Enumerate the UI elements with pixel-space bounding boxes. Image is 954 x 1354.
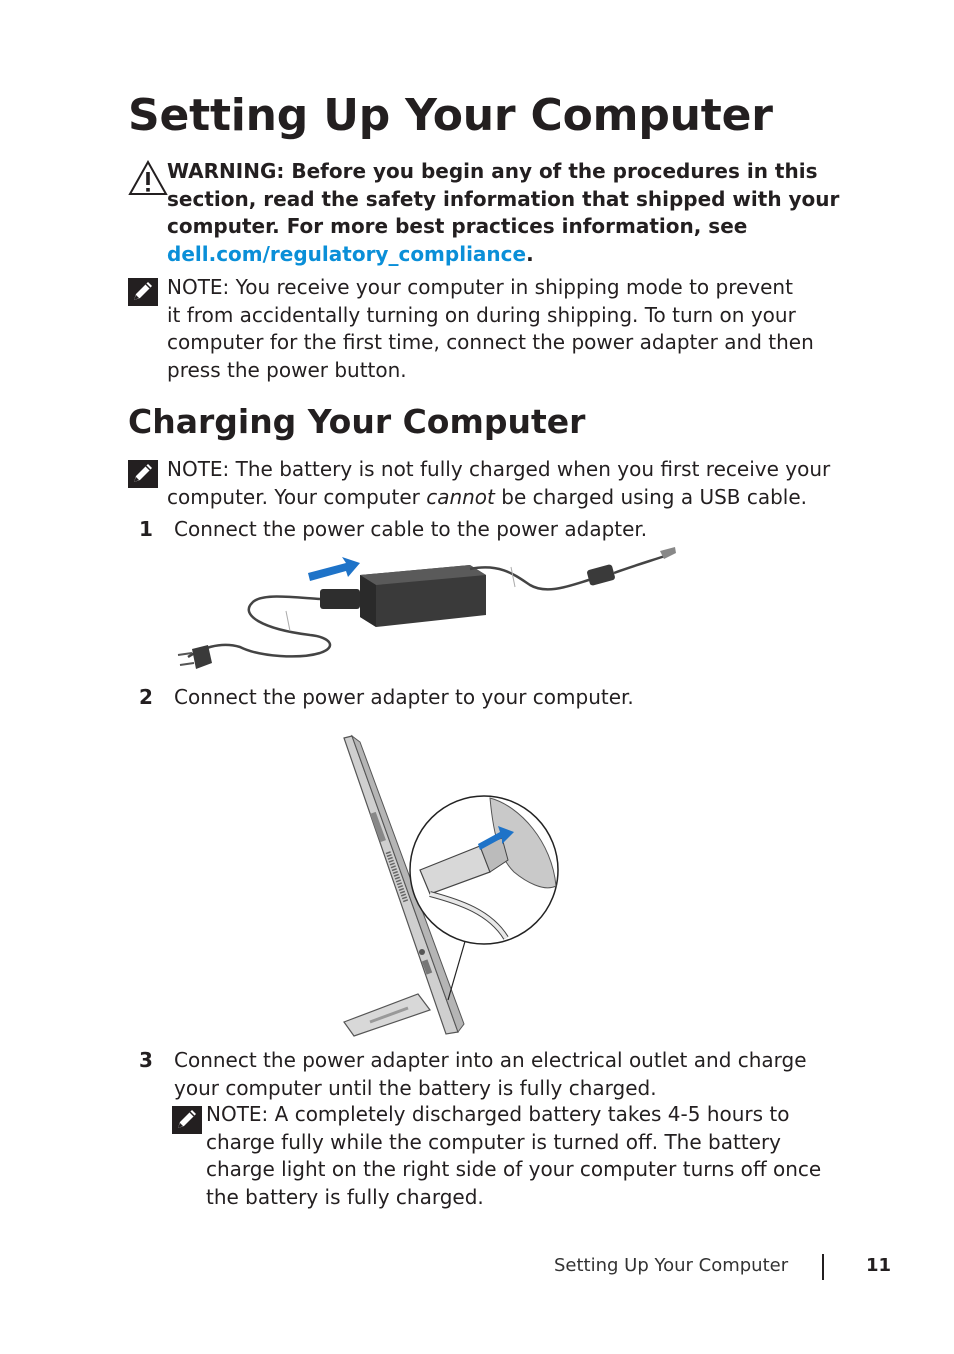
- note-charge-time: NOTE: A completely discharged battery takes 4-5 hours to charge fully while the computer is turned off. The battery charge light on the right side of your computer turns off once the battery is fully charged.: [206, 1102, 822, 1209]
- footer-divider: [822, 1254, 824, 1280]
- step-number: 1: [139, 517, 153, 541]
- step-number: 2: [139, 685, 153, 709]
- page-number: 11: [866, 1255, 892, 1276]
- note-pencil-icon: [128, 278, 158, 306]
- step-number: 3: [139, 1048, 153, 1072]
- note-pencil-icon: [172, 1106, 202, 1134]
- section-title: Charging Your Computer: [128, 402, 586, 441]
- tablet-charging-illustration: [330, 732, 570, 1042]
- step-text: Connect the power adapter into an electrical outlet and charge your computer until the battery is fully charged.: [174, 1048, 807, 1100]
- footer-section-title: Setting Up Your Computer: [554, 1255, 789, 1276]
- step-text: Connect the power cable to the power adapter.: [174, 517, 648, 541]
- step-text: Connect the power adapter to your computer.: [174, 685, 634, 709]
- note-shipping-mode: NOTE: You receive your computer in shipping mode to prevent it from accidentally turning on during shipping. To turn on your computer for the first time, connect the power adapter and then press the power button.: [167, 275, 814, 382]
- note-pencil-icon: [128, 460, 158, 488]
- regulatory-compliance-link[interactable]: dell.com/regulatory_compliance: [167, 241, 527, 266]
- page-title: Setting Up Your Computer: [128, 90, 773, 141]
- power-adapter-illustration: [170, 545, 690, 675]
- warning-text: WARNING: Before you begin any of the procedures in this section, read the safety information that shipped with your computer. For more best practices information, see dell.com/regulatory_compliance.: [167, 159, 840, 266]
- warning-triangle-icon: [128, 160, 168, 196]
- note-battery: NOTE: The battery is not fully charged when you first receive your computer. Your computer cannot be charged using a USB cable.: [167, 457, 831, 509]
